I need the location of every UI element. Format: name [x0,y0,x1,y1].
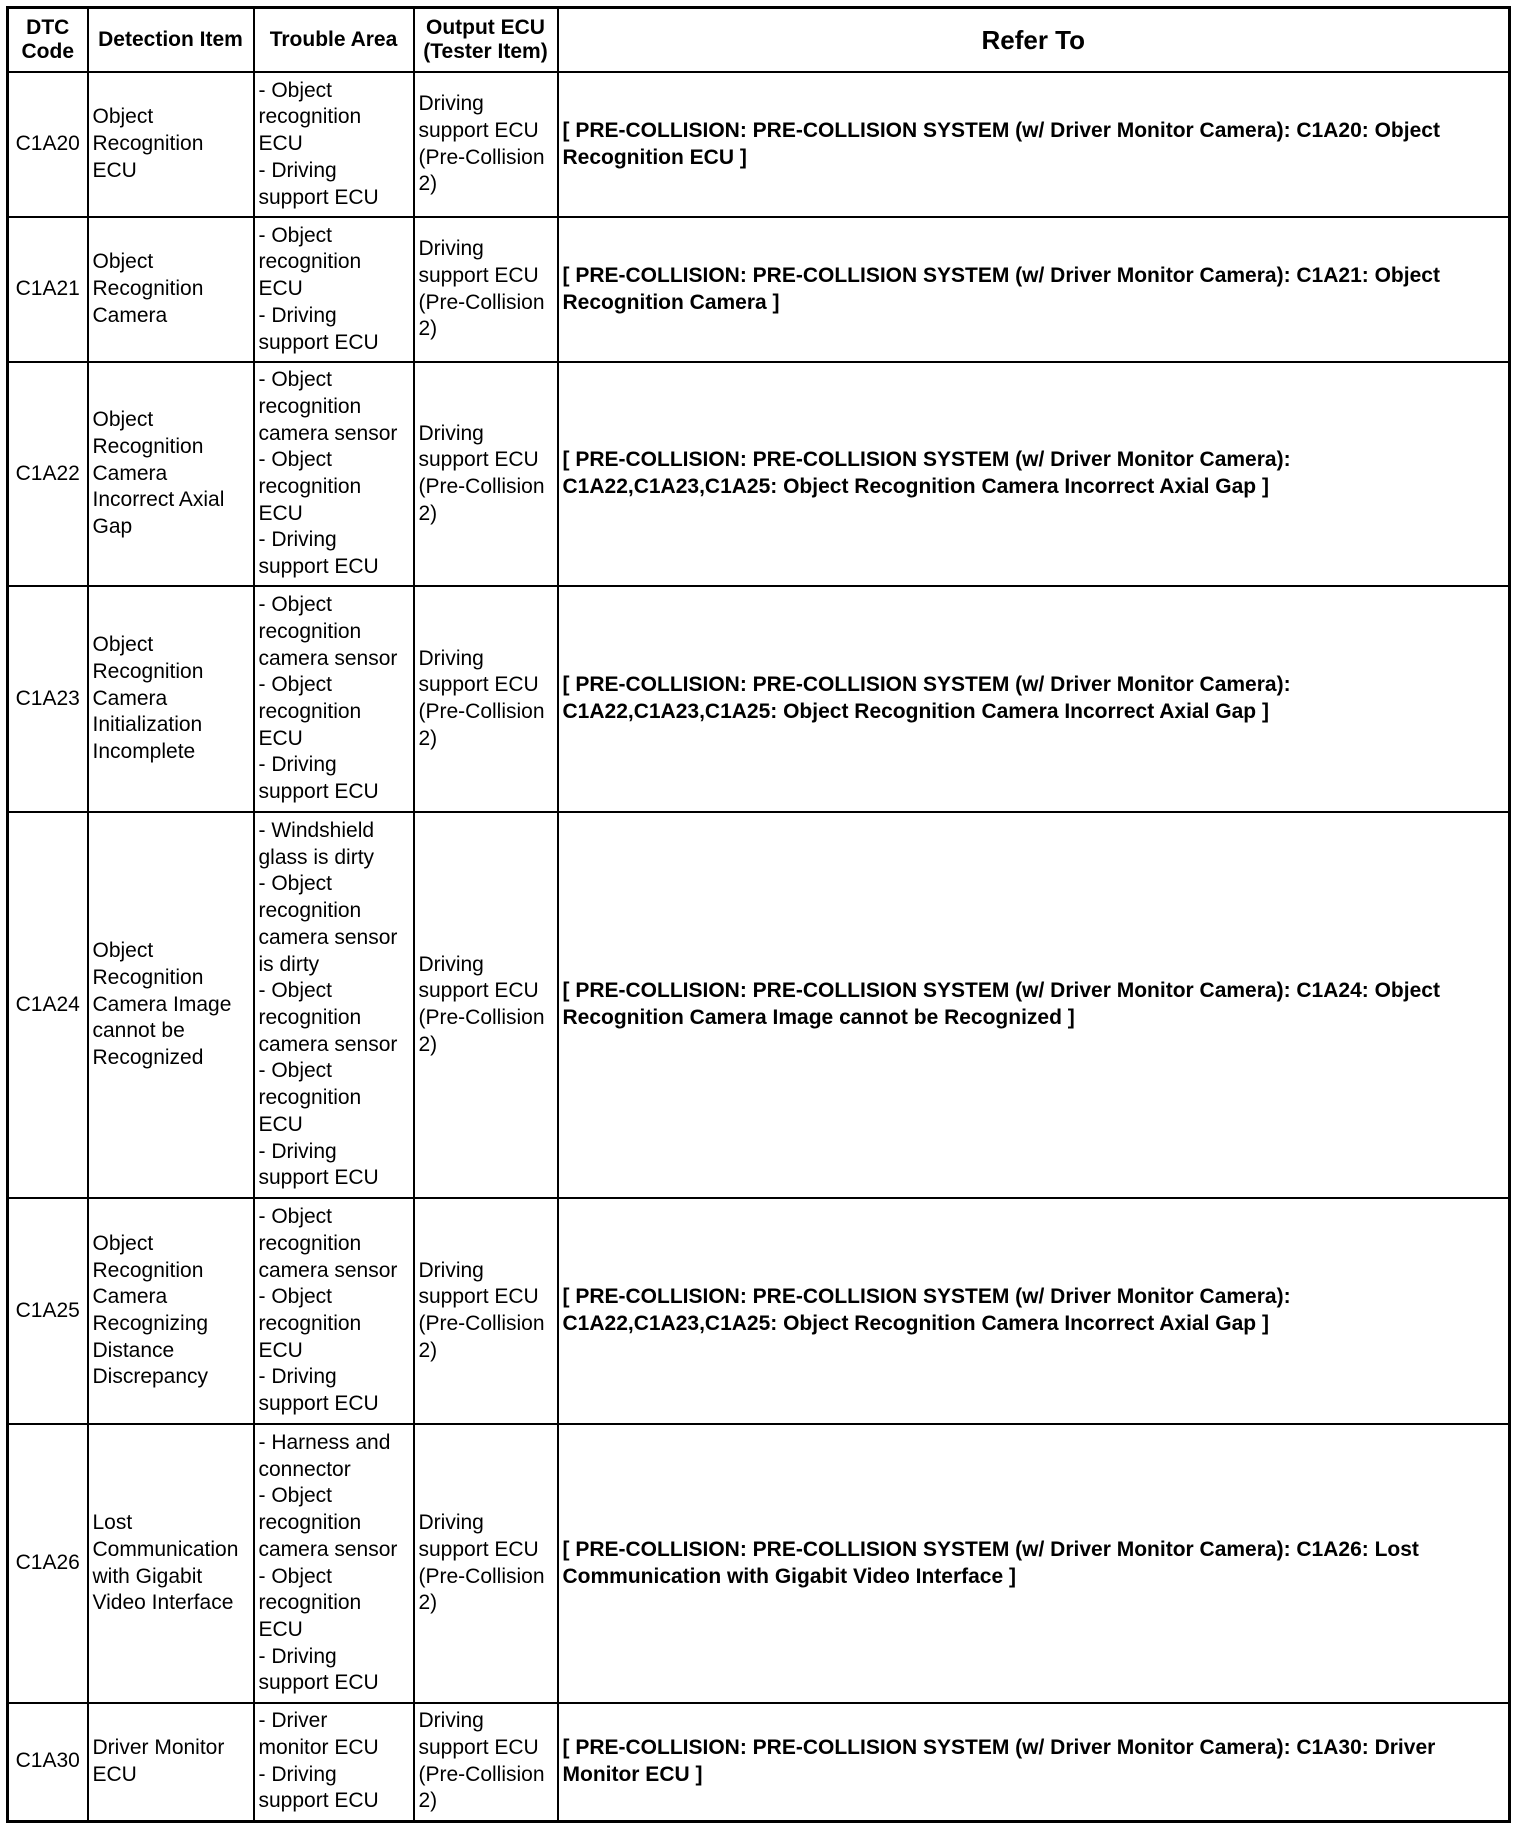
table-row [8,586,1510,812]
detection-item-line: Driver Monitor [92,1736,225,1760]
header-output-ecu: Output ECU (Tester Item) [414,8,558,73]
trouble-area-line: support ECU [258,1671,379,1695]
detection-item-line: Object [92,250,154,274]
detection-item-line: Lost [92,1511,133,1535]
output-ecu-line: Driving [418,237,484,261]
output-ecu-line: support ECU [418,448,539,472]
refer-to-line: [ PRE-COLLISION: PRE-COLLISION SYSTEM (w/ Driver Monitor Camera): C1A20: Object [562,118,1440,142]
trouble-area-line: - Driving [258,753,337,777]
output-ecu-line: Driving [418,421,484,445]
dtc-code-cell: C1A23 [8,586,88,812]
table-row [8,217,1510,362]
refer-to-line: [ PRE-COLLISION: PRE-COLLISION SYSTEM (w/ Driver Monitor Camera): [562,448,1291,472]
detection-item-cell [88,217,254,362]
output-ecu-cell [414,72,558,217]
refer-to-line: [ PRE-COLLISION: PRE-COLLISION SYSTEM (w/ Driver Monitor Camera): C1A26: Lost [562,1537,1419,1561]
refer-to-line: Recognition Camera ] [562,290,780,314]
trouble-area-cell [254,1703,414,1821]
table-row [8,812,1510,1198]
trouble-area-line: support ECU [258,1789,379,1813]
trouble-area-line: - Driver [258,1709,328,1733]
dtc-code-cell: C1A20 [8,72,88,217]
dtc-document [6,6,1508,1823]
output-ecu-line: 2) [418,1338,438,1362]
dtc-code-cell: C1A25 [8,1198,88,1424]
detection-item-line: Object [92,633,154,657]
output-ecu-line: support ECU [418,979,539,1003]
trouble-area-cell [254,72,414,217]
trouble-area-line: support ECU [258,555,379,579]
detection-item-line: Initialization [92,713,203,737]
refer-to-line: Monitor ECU ] [562,1762,703,1786]
trouble-area-line: recognition [258,1231,362,1255]
detection-item-line: Incomplete [92,740,196,764]
output-ecu-line: Driving [418,92,484,116]
trouble-area-line: - Object [258,1564,333,1588]
dtc-code-cell: C1A30 [8,1703,88,1821]
detection-item-line: Incorrect Axial [92,488,225,512]
trouble-area-line: - Driving [258,303,337,327]
output-ecu-line: 2) [418,317,438,341]
trouble-area-line: recognition [258,1006,362,1029]
trouble-area-line: recognition [258,899,362,923]
refer-to-line: C1A22,C1A23,C1A25: Object Recognition Camera Incorrect Axial Gap ] [562,1312,1269,1335]
output-ecu-line: support ECU [418,1736,539,1760]
output-ecu-line: Driving [418,1258,484,1282]
trouble-area-line: support ECU [258,780,379,804]
trouble-area-line: recognition [258,475,362,498]
trouble-area-line: - Object [258,979,333,1003]
output-ecu-line: support ECU [418,1285,539,1309]
table-row [8,362,1510,586]
trouble-area-line: connector [258,1457,351,1481]
detection-item-line: Distance [92,1338,175,1362]
output-ecu-cell [414,812,558,1198]
detection-item-cell [88,812,254,1198]
table-row [8,1703,1510,1821]
output-ecu-cell [414,1198,558,1424]
trouble-area-line: camera sensor [258,1032,398,1056]
trouble-area-line: - Object [258,223,333,247]
trouble-area-cell [254,1424,414,1703]
detection-item-line: Camera [92,686,168,710]
output-ecu-line: 2) [418,1591,438,1615]
table-row [8,72,1510,217]
refer-to-line: [ PRE-COLLISION: PRE-COLLISION SYSTEM (w/ Driver Monitor Camera): C1A30: Driver [562,1736,1436,1760]
table-body [8,72,1510,1821]
output-ecu-cell [414,217,558,362]
header-dtc-code: DTC Code [8,8,88,73]
trouble-area-line: - Object [258,673,333,697]
trouble-area-line: ECU [258,1112,303,1136]
trouble-area-line: recognition [258,105,362,129]
trouble-area-line: - Driving [258,1644,337,1668]
refer-to-line: [ PRE-COLLISION: PRE-COLLISION SYSTEM (w/ Driver Monitor Camera): [562,673,1291,697]
detection-item-line: Object [92,939,154,963]
dtc-code-cell: C1A24 [8,812,88,1198]
trouble-area-line: ECU [258,277,303,301]
trouble-area-line: - Object [258,1059,333,1083]
trouble-area-line: ECU [258,132,303,156]
output-ecu-line: Driving [418,1709,484,1733]
output-ecu-line: Driving [418,1511,484,1535]
dtc-table [6,6,1511,1823]
output-ecu-line: 2) [418,726,438,750]
detection-item-cell [88,586,254,812]
output-ecu-line: support ECU [418,118,539,142]
trouble-area-line: camera sensor [258,925,398,949]
detection-item-line: Gap [92,515,133,539]
trouble-area-line: support ECU [258,185,379,209]
detection-item-line: Object [92,408,154,432]
trouble-area-line: - Object [258,872,333,896]
trouble-area-line: - Object [258,1484,333,1508]
trouble-area-cell [254,812,414,1198]
trouble-area-line: glass is dirty [258,845,375,869]
refer-to-line: Recognition Camera Image cannot be Recognized ] [562,1006,1075,1029]
detection-item-line: ECU [92,158,137,182]
dtc-code-cell: C1A26 [8,1424,88,1703]
detection-item-line: Recognized [92,1046,204,1070]
output-ecu-line: (Pre-Collision [418,1762,545,1786]
trouble-area-cell [254,217,414,362]
output-ecu-line: (Pre-Collision [418,1564,545,1588]
trouble-area-line: recognition [258,700,362,723]
trouble-area-line: recognition [258,619,362,643]
detection-item-line: ECU [92,1762,137,1786]
detection-item-cell [88,362,254,586]
trouble-area-line: - Object [258,368,333,392]
output-ecu-line: (Pre-Collision [418,145,545,169]
output-ecu-line: (Pre-Collision [418,700,545,723]
detection-item-cell [88,1424,254,1703]
refer-to-cell [558,1703,1510,1821]
trouble-area-line: ECU [258,1338,303,1362]
trouble-area-line: recognition [258,1591,362,1615]
detection-item-line: with Gigabit [92,1564,203,1588]
trouble-area-line: - Driving [258,528,337,552]
output-ecu-line: support ECU [418,263,539,287]
output-ecu-line: (Pre-Collision [418,1006,545,1029]
trouble-area-line: camera sensor [258,646,398,670]
trouble-area-line: - Harness and [258,1430,391,1454]
trouble-area-line: - Object [258,448,333,472]
output-ecu-line: 2) [418,1789,438,1813]
detection-item-cell [88,1198,254,1424]
detection-item-line: Recognition [92,132,204,156]
trouble-area-line: camera sensor [258,1258,398,1282]
detection-item-line: Camera [92,1285,168,1309]
detection-item-line: Recognition [92,659,204,683]
header-row [8,8,1510,73]
dtc-code-cell: C1A21 [8,217,88,362]
trouble-area-line: recognition [258,1086,362,1110]
output-ecu-cell [414,1424,558,1703]
trouble-area-line: - Object [258,78,333,102]
trouble-area-line: monitor ECU [258,1736,379,1760]
output-ecu-line: support ECU [418,1537,539,1561]
trouble-area-line: - Driving [258,1762,337,1786]
detection-item-line: Camera Image [92,992,232,1016]
refer-to-line: C1A22,C1A23,C1A25: Object Recognition Camera Incorrect Axial Gap ] [562,700,1269,723]
refer-to-cell [558,1198,1510,1424]
refer-to-cell [558,217,1510,362]
header-detection-item: Detection Item [88,8,254,73]
trouble-area-line: camera sensor [258,421,398,445]
output-ecu-line: Driving [418,646,484,670]
output-ecu-line: Driving [418,952,484,976]
refer-to-line: C1A22,C1A23,C1A25: Object Recognition Camera Incorrect Axial Gap ] [562,475,1269,498]
detection-item-line: Recognition [92,277,204,301]
trouble-area-line: recognition [258,394,362,418]
trouble-area-cell [254,1198,414,1424]
refer-to-line: [ PRE-COLLISION: PRE-COLLISION SYSTEM (w/ Driver Monitor Camera): C1A21: Object [562,263,1440,287]
output-ecu-line: support ECU [418,673,539,697]
detection-item-cell [88,1703,254,1821]
output-ecu-cell [414,1703,558,1821]
trouble-area-line: recognition [258,250,362,274]
trouble-area-line: camera sensor [258,1537,398,1561]
output-ecu-line: 2) [418,1032,438,1056]
trouble-area-line: support ECU [258,1392,379,1416]
output-ecu-line: (Pre-Collision [418,1312,545,1335]
header-refer-to: Refer To [558,8,1510,73]
trouble-area-cell [254,586,414,812]
detection-item-line: Discrepancy [92,1365,209,1389]
refer-to-line: [ PRE-COLLISION: PRE-COLLISION SYSTEM (w/ Driver Monitor Camera): C1A24: Object [562,979,1440,1003]
detection-item-line: Camera [92,303,168,327]
refer-to-cell [558,1424,1510,1703]
dtc-code-cell: C1A22 [8,362,88,586]
trouble-area-line: recognition [258,1511,362,1535]
output-ecu-line: (Pre-Collision [418,290,545,314]
refer-to-line: Recognition ECU ] [562,145,747,169]
trouble-area-line: support ECU [258,330,379,354]
output-ecu-line: 2) [418,501,438,525]
refer-to-cell [558,586,1510,812]
trouble-area-line: ECU [258,1617,303,1641]
trouble-area-line: support ECU [258,1166,379,1190]
trouble-area-line: ECU [258,726,303,750]
detection-item-line: Recognition [92,965,204,989]
refer-to-cell [558,362,1510,586]
header-trouble-area: Trouble Area [254,8,414,73]
trouble-area-line: recognition [258,1312,362,1335]
output-ecu-line: 2) [418,172,438,196]
trouble-area-line: is dirty [258,952,320,976]
detection-item-line: Recognition [92,1258,204,1282]
detection-item-line: Camera [92,461,168,485]
detection-item-line: Object [92,105,154,129]
detection-item-line: cannot be [92,1019,185,1043]
detection-item-line: Video Interface [92,1591,234,1615]
detection-item-line: Object [92,1231,154,1255]
trouble-area-line: - Windshield [258,819,375,843]
detection-item-line: Recognizing [92,1312,209,1335]
trouble-area-line: - Object [258,1205,333,1229]
output-ecu-line: (Pre-Collision [418,475,545,498]
trouble-area-line: - Object [258,1285,333,1309]
table-row [8,1198,1510,1424]
trouble-area-line: - Object [258,593,333,617]
refer-to-cell [558,812,1510,1198]
refer-to-cell [558,72,1510,217]
trouble-area-line: ECU [258,501,303,525]
detection-item-cell [88,72,254,217]
refer-to-line: Communication with Gigabit Video Interface ] [562,1564,1016,1588]
detection-item-line: Recognition [92,434,204,458]
trouble-area-line: - Driving [258,1365,337,1389]
trouble-area-line: - Driving [258,158,337,182]
trouble-area-line: - Driving [258,1139,337,1163]
trouble-area-cell [254,362,414,586]
table-row [8,1424,1510,1703]
output-ecu-cell [414,586,558,812]
detection-item-line: Communication [92,1537,239,1561]
refer-to-line: [ PRE-COLLISION: PRE-COLLISION SYSTEM (w/ Driver Monitor Camera): [562,1285,1291,1309]
output-ecu-cell [414,362,558,586]
